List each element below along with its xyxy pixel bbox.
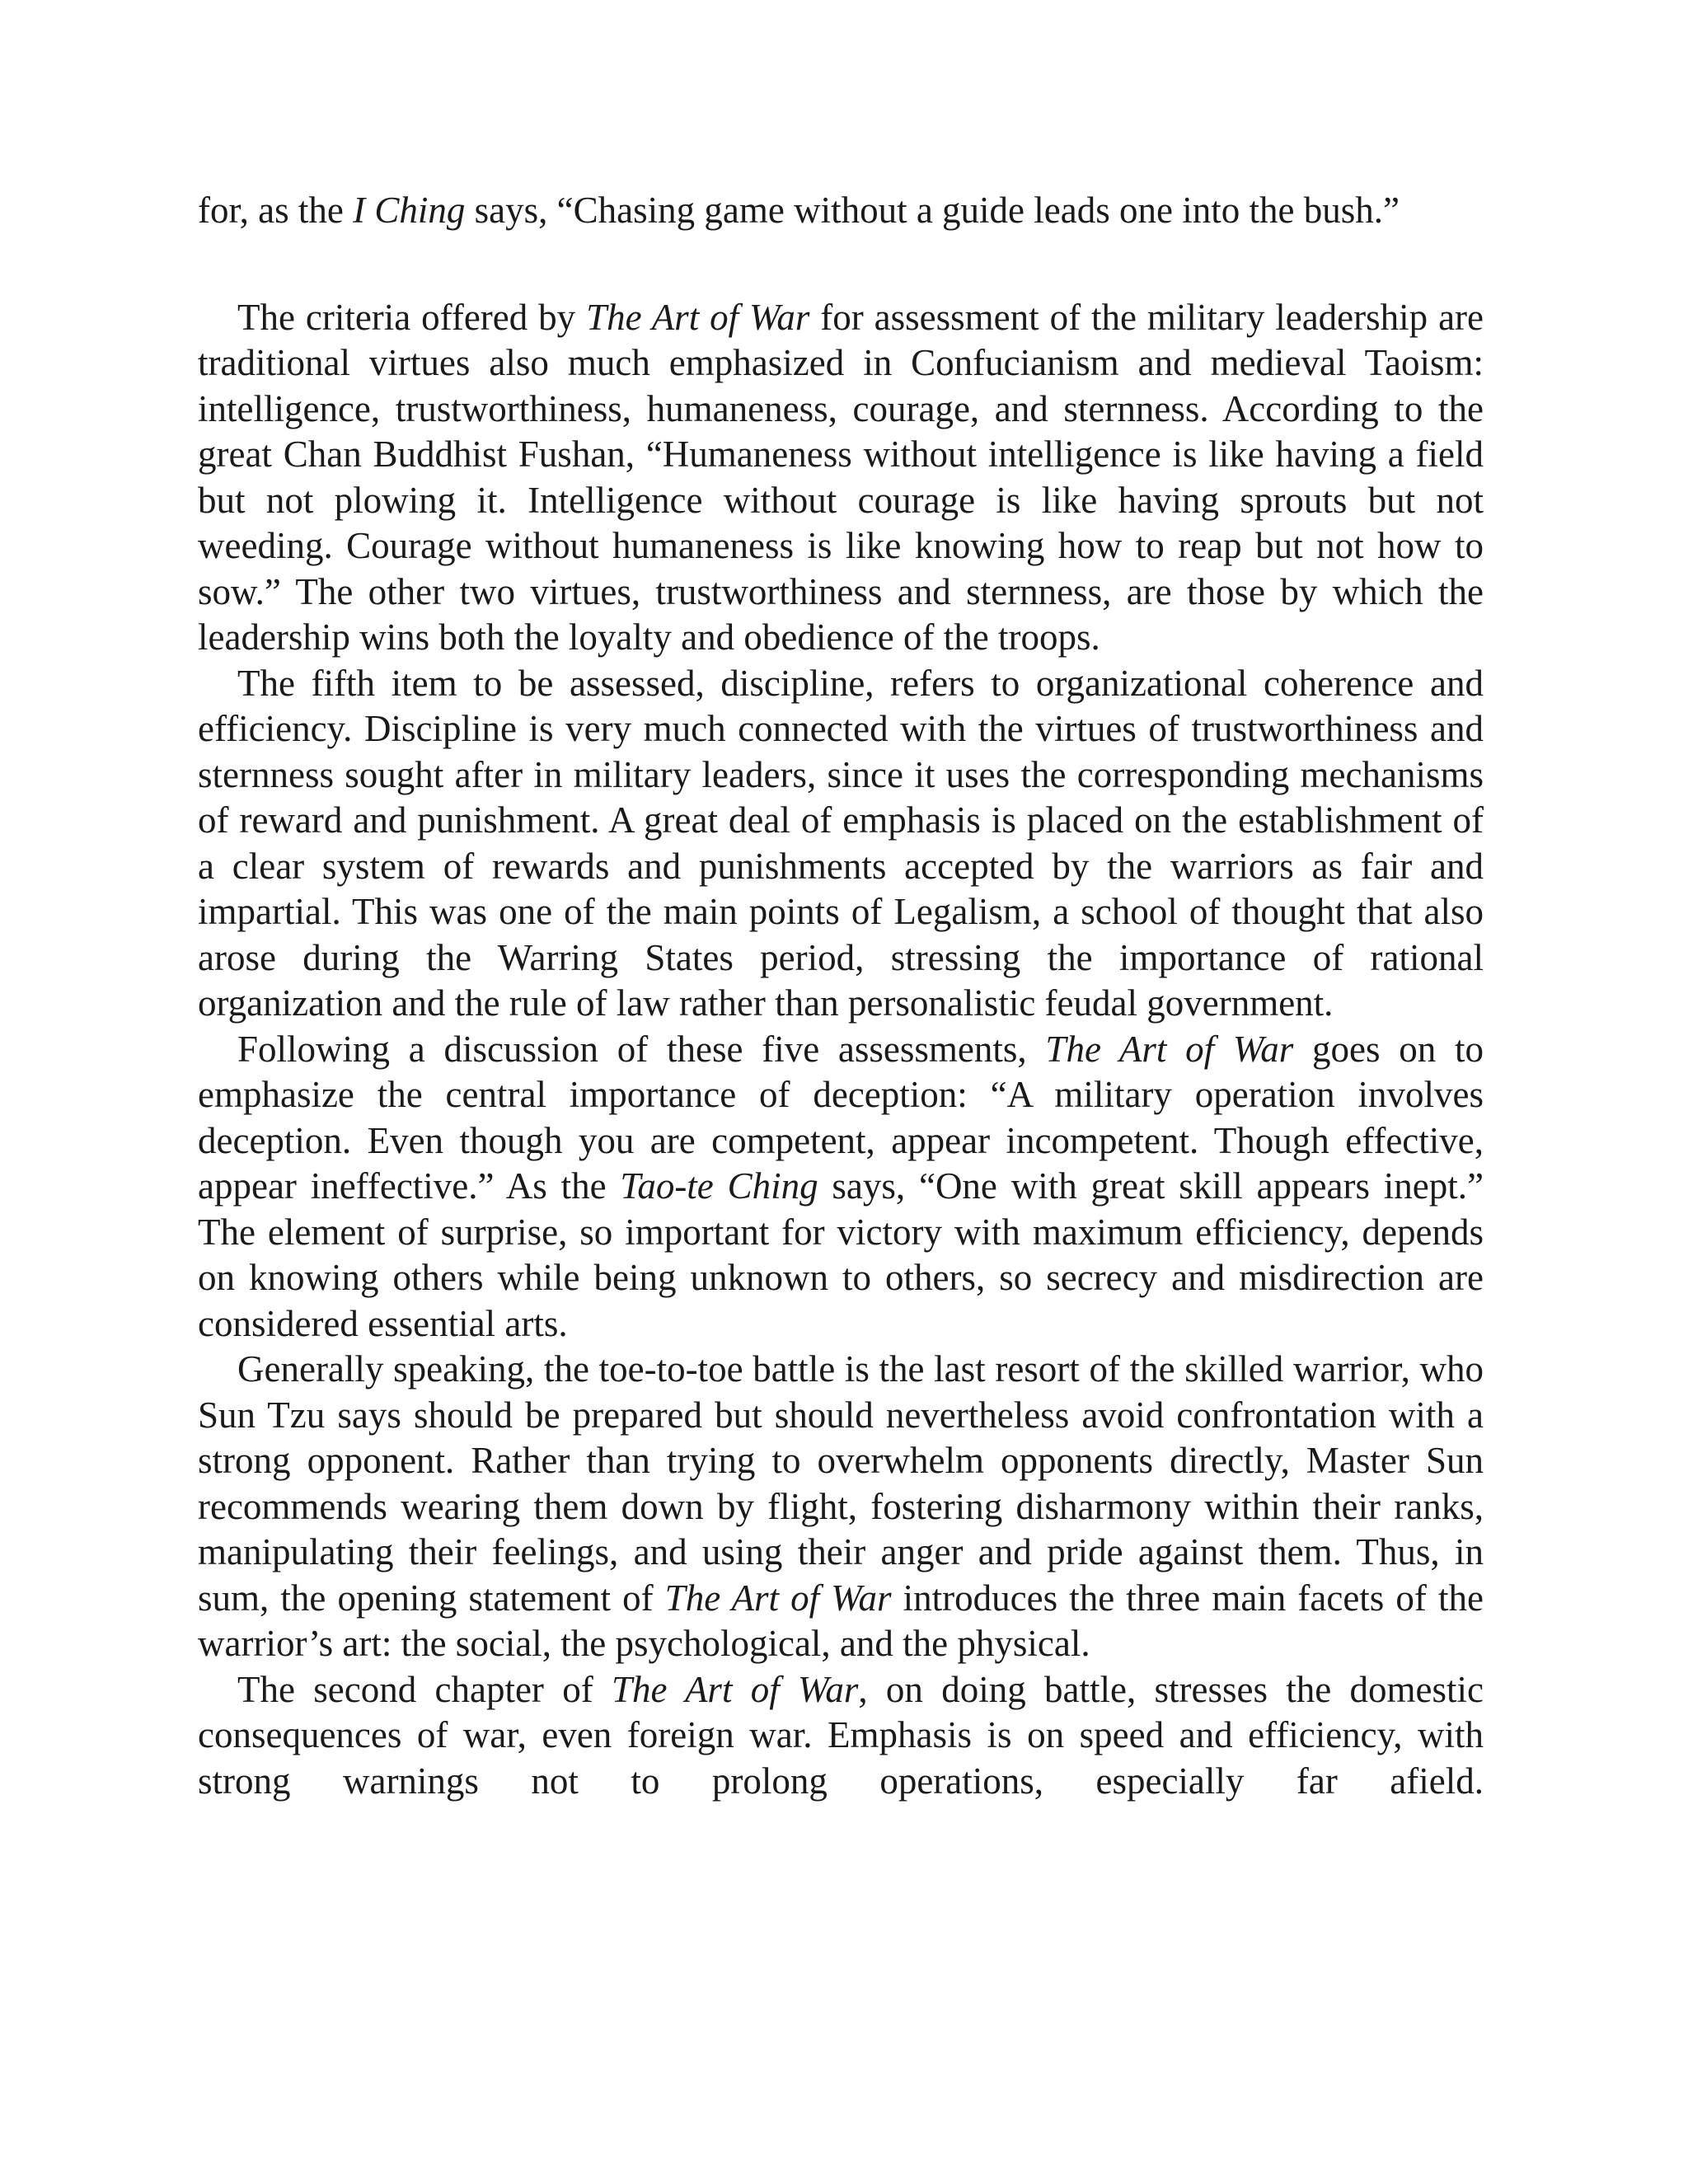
paragraph-6-text: The second chapter of [237, 1668, 612, 1710]
paragraph-2-text: for assessment of the military leadership are traditional virtues also much emphasized in Confucianism and medieval Taoism: intelligence, trustworthiness, humaneness, courage, and sternness. According to the great Chan Buddhist Fushan, “Humaneness without intelligence is like having a field but not plowing it. Intelligence without courage is like having sprouts but not weeding. Courage without humaneness is like knowing how to reap but not how to sow.” The other two virtues, trustworthiness and sternness, are those by which the leadership wins both the loyalty and obedience of the troops. [198, 296, 1484, 658]
paragraph-1-text: for, as the [198, 190, 354, 231]
book-title-art-of-war: The Art of War [1045, 1028, 1294, 1070]
book-title-art-of-war: The Art of War [664, 1577, 892, 1619]
paragraph-5-text: introduces the three main facets of the warrior’s art: the social, the psychological, and the physical. [198, 1577, 1484, 1664]
paragraph-5 [198, 1347, 1484, 1667]
paragraph-6 [198, 1667, 1484, 1805]
paragraph-2-text: The criteria offered by [237, 296, 587, 338]
book-title-i-ching: I Ching [353, 190, 466, 231]
paragraph-3 [198, 661, 1484, 1027]
paragraph-4-text: says, “One with great skill appears inept.” The element of surprise, so important for victory with maximum efficiency, depends on knowing others while being unknown to others, so secrecy and misdirection are considered essential arts. [198, 1165, 1484, 1344]
paragraph-4-text: Following a discussion of these five assessments, [237, 1028, 1046, 1070]
paragraph-5-text: Generally speaking, the toe-to-toe battle is the last resort of the skilled warrior, who Sun Tzu says should be prepared but should nevertheless avoid confrontation with a strong opponent. Rather than trying to overwhelm opponents directly, Master Sun recommends wearing them down by flight, fostering disharmony within their ranks, manipulating their feelings, and using their anger and pride against them. Thus, in sum, the opening statement of [198, 1348, 1484, 1619]
paragraph-3-text: The fifth item to be assessed, discipline, refers to organizational coherence and efficiency. Discipline is very much connected with the virtues of trustworthiness and sternness sought after in military leaders, since it uses the corresponding mechanisms of reward and punishment. A great deal of emphasis is placed on the establishment of a clear system of rewards and punishments accepted by the warriors as fair and impartial. This was one of the main points of Legalism, a school of thought that also arose during the Warring States period, stressing the importance of rational organization and the rule of law rather than personalistic feudal government. [198, 662, 1484, 1024]
paragraph-1-text: says, “Chasing game without a guide leads one into the bush.” [465, 190, 1400, 231]
paragraph-4-text: goes on to emphasize the central importance of deception: “A military operation involves deception. Even though you are competent, appear incompetent. Though effective, appear ineffective.” As the [198, 1028, 1484, 1207]
paragraph-4 [198, 1027, 1484, 1347]
book-title-art-of-war: The Art of War [586, 296, 810, 338]
paragraph-1 [198, 188, 1484, 234]
book-title-art-of-war: The Art of War [611, 1668, 859, 1710]
paragraph-6-text: , on doing battle, stresses the domestic consequences of war, even foreign war. Emphasis is on speed and efficiency, with strong warnings not to prolong operations, especially far afield. [198, 1668, 1484, 1802]
paragraph-2 [198, 295, 1484, 661]
book-title-tao-te-ching: Tao-te Ching [620, 1165, 818, 1207]
page-body [198, 188, 1484, 1804]
